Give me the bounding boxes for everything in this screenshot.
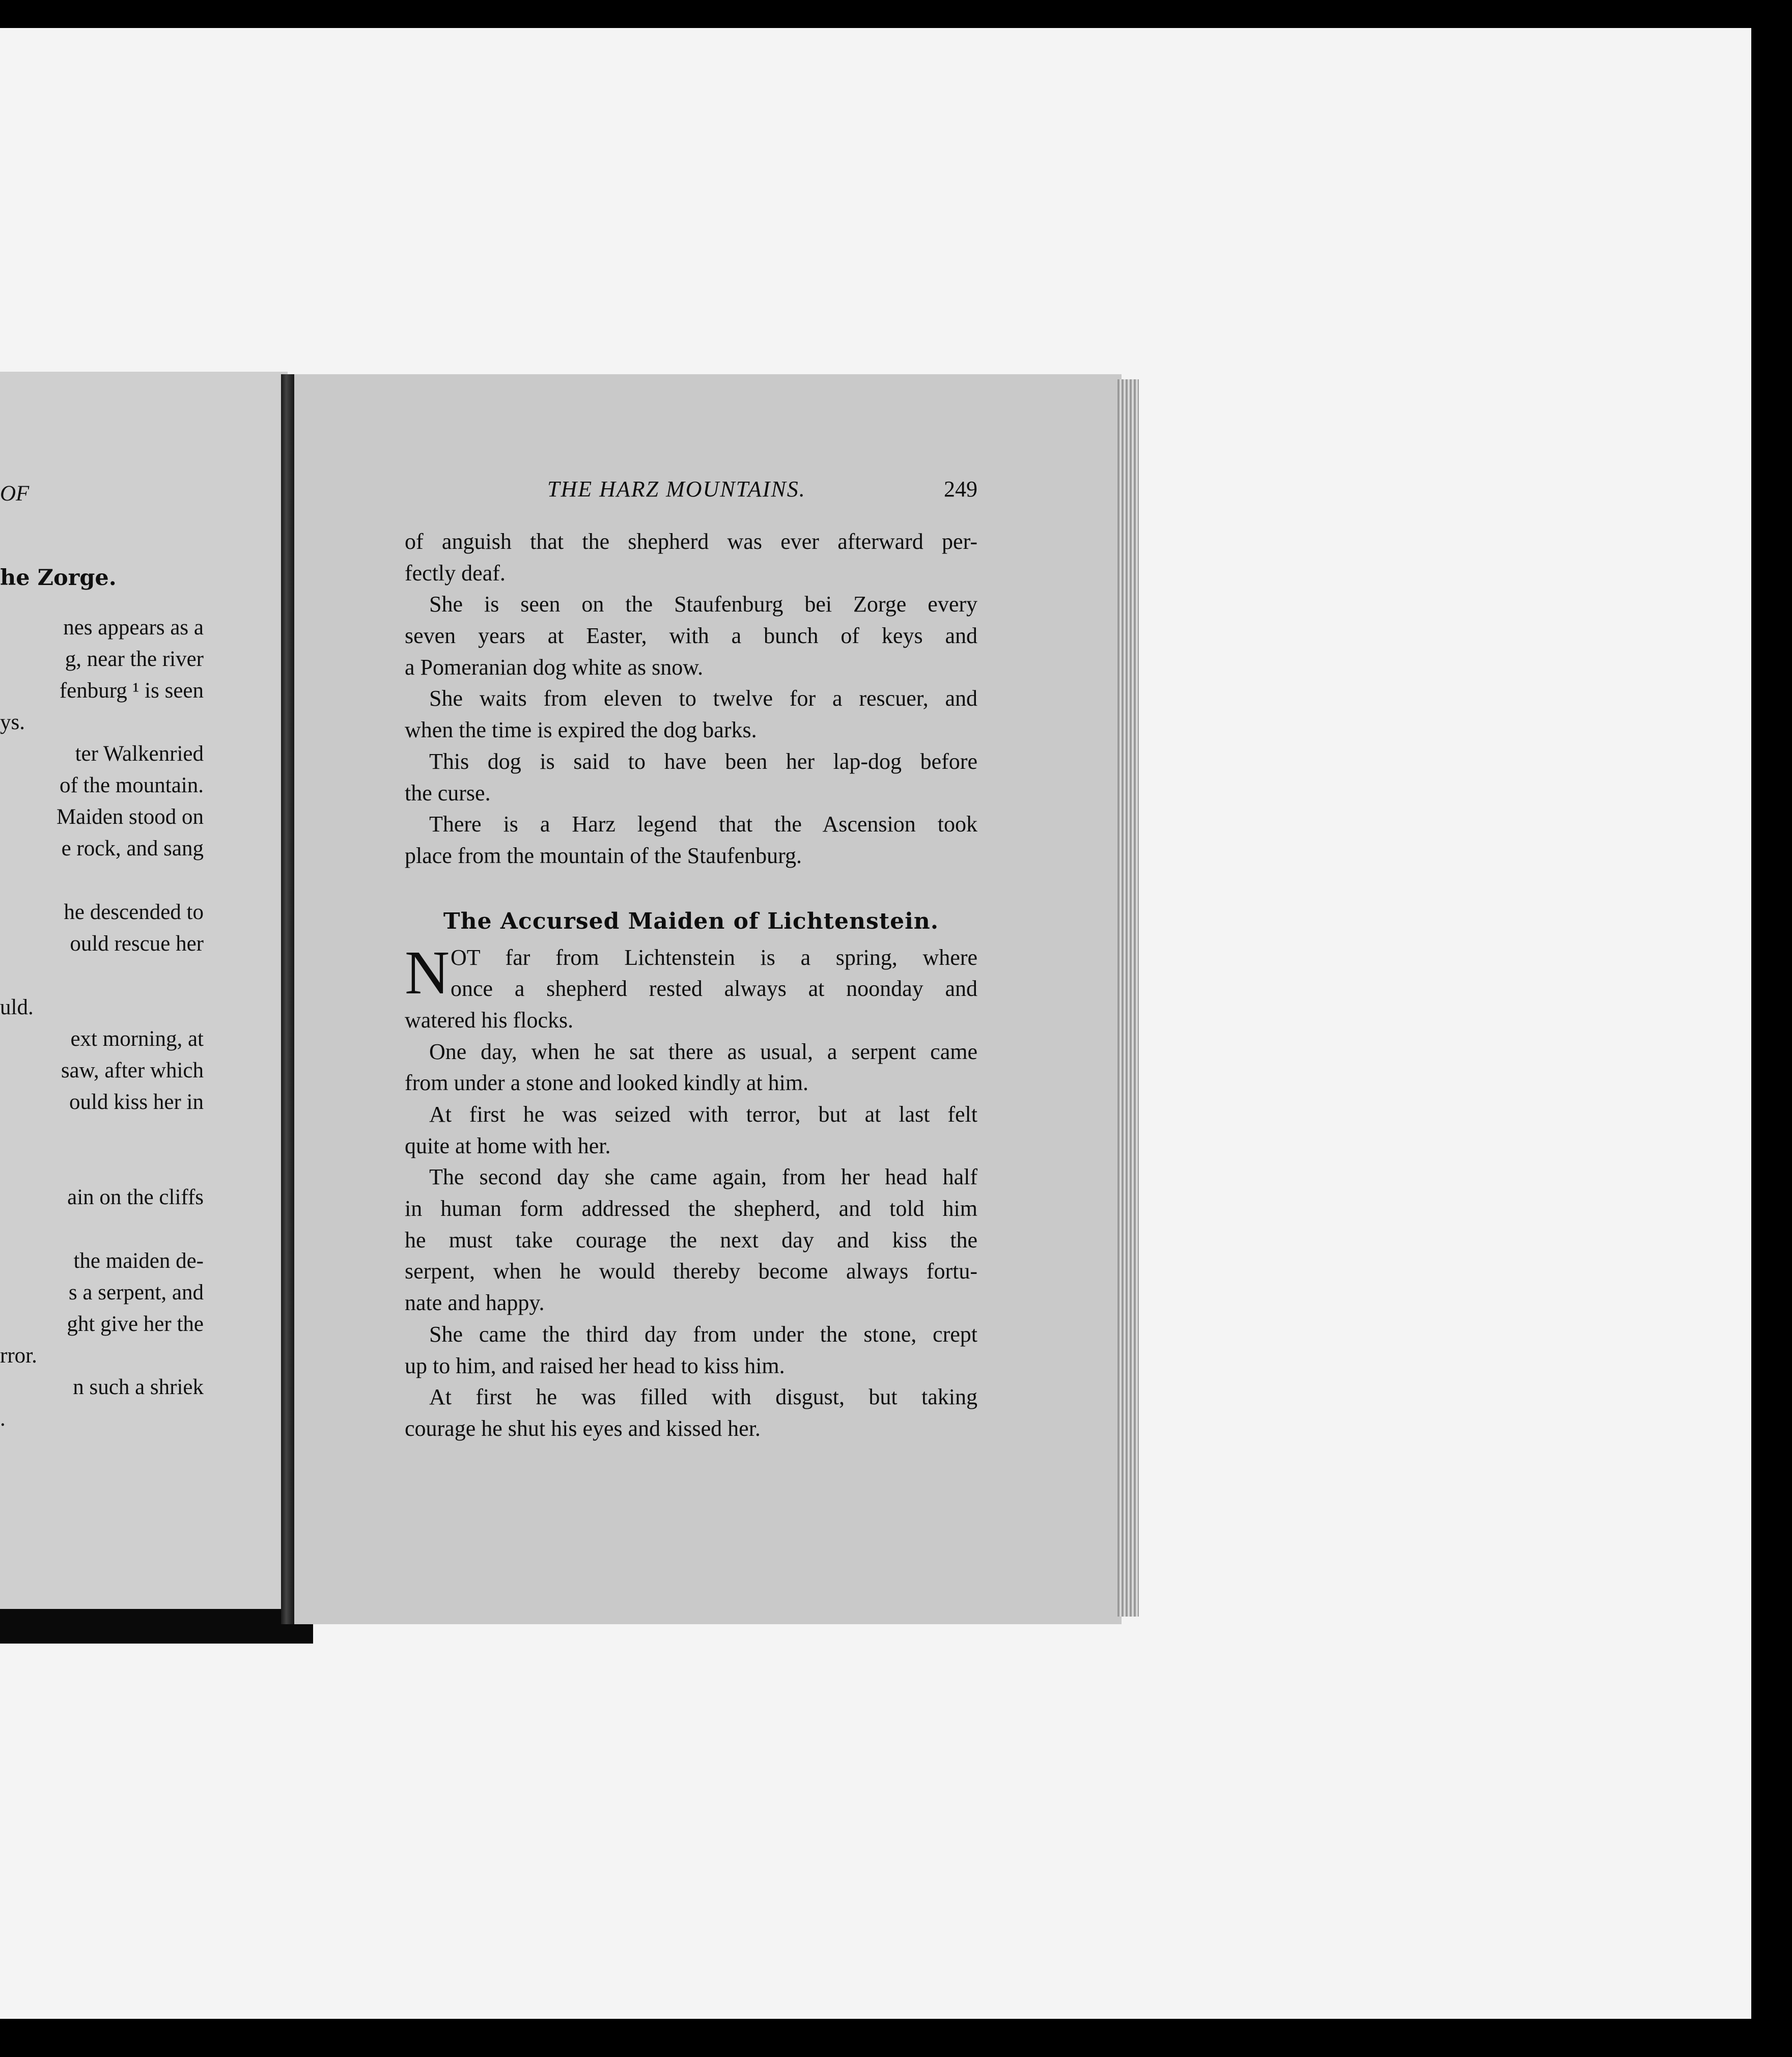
left-line: saw, after which [61, 1059, 204, 1082]
text-line: serpent, when he would thereby become always fortu- [405, 1259, 977, 1284]
binding-shadow [0, 1609, 313, 1644]
text-line: seven years at Easter, with a bunch of keys and [405, 623, 977, 649]
running-head [405, 476, 977, 507]
left-line: e rock, and sang [61, 837, 204, 860]
story-title: The Accursed Maiden of Lichtenstein. [443, 908, 939, 934]
text-line: OT far from Lichtenstein is a spring, where [451, 944, 977, 970]
text-line: he must take courage the next day and kiss the [405, 1227, 977, 1253]
book-gutter [281, 374, 294, 1624]
text-line: place from the mountain of the Staufenburg. [405, 843, 802, 868]
text-line: watered his flocks. [405, 1007, 574, 1033]
text-line: once a shepherd rested always at noonday and [451, 976, 977, 1002]
text-line: There is a Harz legend that the Ascension took [429, 812, 977, 837]
left-line: ght give her the [67, 1312, 204, 1336]
left-line: s a serpent, and [68, 1281, 204, 1304]
left-line: rror. [0, 1344, 37, 1368]
left-line: the maiden de- [73, 1249, 204, 1273]
text-line: in human form addressed the shepherd, and told him [405, 1196, 977, 1221]
left-line: fenburg ¹ is seen [59, 679, 204, 703]
text-line: She is seen on the Staufenburg bei Zorge every [429, 592, 977, 617]
text-line: She waits from eleven to twelve for a rescuer, and [429, 686, 977, 711]
text-line: The second day she came again, from her head half [429, 1164, 977, 1190]
left-line: ould kiss her in [69, 1090, 204, 1114]
left-line: uld. [0, 995, 34, 1019]
left-line: of the mountain. [59, 773, 204, 797]
text-line: She came the third day from under the stone, crept [429, 1321, 977, 1347]
left-page [0, 372, 288, 1624]
page-number: 249 [944, 477, 977, 502]
text-line: nate and happy. [405, 1290, 545, 1316]
left-running-head: OF [0, 482, 30, 506]
text-line: the curse. [405, 780, 491, 805]
text-line: This dog is said to have been her lap-dog before [429, 748, 977, 774]
left-line: g, near the river [65, 647, 204, 671]
left-line: ain on the cliffs [67, 1185, 204, 1209]
left-line: ext morning, at [70, 1027, 204, 1051]
text-line: quite at home with her. [405, 1133, 611, 1158]
text-line: courage he shut his eyes and kissed her. [405, 1415, 761, 1441]
left-line: ys. [0, 710, 25, 734]
left-line: he descended to [64, 900, 204, 924]
left-line: . [0, 1407, 6, 1431]
text-line: from under a stone and looked kindly at him. [405, 1070, 809, 1096]
left-line: nes appears as a [63, 616, 204, 640]
left-line: n such a shriek [73, 1375, 204, 1399]
drop-cap: N [405, 938, 450, 1007]
text-line: of anguish that the shepherd was ever afterward per- [405, 529, 977, 554]
text-line: up to him, and raised her head to kiss him. [405, 1353, 785, 1378]
left-line: ould rescue her [70, 932, 204, 956]
text-line: At first he was filled with disgust, but taking [429, 1384, 977, 1410]
text-line: a Pomeranian dog white as snow. [405, 654, 704, 680]
left-section-title: he Zorge. [0, 565, 117, 591]
left-line: Maiden stood on [56, 805, 204, 829]
text-line: At first he was seized with terror, but at last felt [429, 1102, 977, 1127]
page-edges [1117, 379, 1139, 1617]
text-line: fectly deaf. [405, 560, 506, 586]
body-text [405, 526, 977, 1444]
text-line: when the time is expired the dog barks. [405, 717, 757, 743]
drop-cap-paragraph [405, 938, 977, 1007]
text-line: One day, when he sat there as usual, a serpent came [429, 1039, 977, 1064]
running-title: THE HARZ MOUNTAINS. [547, 477, 806, 502]
left-line: ter Walkenried [75, 742, 204, 766]
